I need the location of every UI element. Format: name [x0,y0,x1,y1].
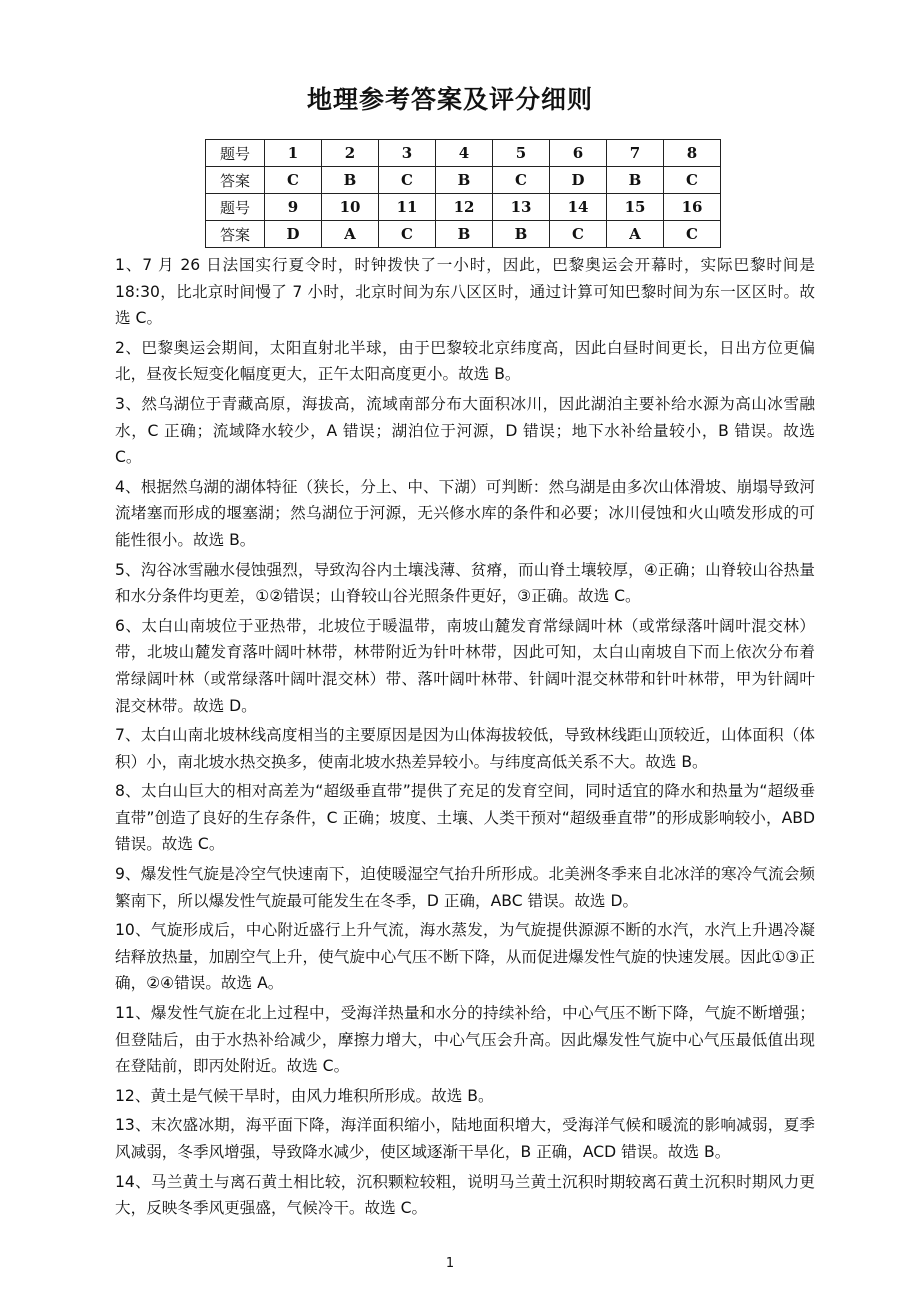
explanation-item-6: 6、太白山南坡位于亚热带，北坡位于暖温带，南坡山麓发育常绿阔叶林（或常绿落叶阔叶混交林）带，北坡山麓发育落叶阔叶林带，林带附近为针叶林带，因此可知，太白山南坡自下而上依次分布着常绿阔叶林（或常绿落叶阔叶混交林）带、落叶阔叶林带、针阔叶混交林带和针叶林带，甲为针阔叶混交林带。故选 D。 [115,616,815,715]
explanation-item-1: 1、7 月 26 日法国实行夏令时，时钟拨快了一小时，因此，巴黎奥运会开幕时，实际巴黎时间是 18:30，比北京时间慢了 7 小时，北京时间为东八区区时，通过计算可知巴黎时间为东一区区时。故选 C。 [115,256,815,328]
table-cell: B [607,167,664,194]
table-cell: C [493,167,550,194]
table-cell: D [550,167,607,194]
table-cell: 14 [550,194,607,221]
table-cell: 4 [436,140,493,167]
table-cell: C [550,221,607,248]
explanation-item-12: 12、黄土是气候干旱时，由风力堆积所形成。故选 B。 [115,1086,494,1105]
explanation-item-3: 3、然乌湖位于青藏高原，海拔高，流域南部分布大面积冰川，因此湖泊主要补给水源为高山冰雪融水，C 正确；流域降水较少，A 错误；湖泊位于河源，D 错误；地下水补给量较小，B 错误。故选 C。 [115,394,815,467]
table-cell: 题号 [206,140,265,167]
explanation-item-2: 2、巴黎奥运会期间，太阳直射北半球，由于巴黎较北京纬度高，因此白昼时间更长，日出方位更偏北，昼夜长短变化幅度更大，正午太阳高度更小。故选 B。 [115,338,815,384]
table-cell: 13 [493,194,550,221]
table-row [206,140,721,167]
answer-explanations [115,252,815,1225]
table-cell: 3 [379,140,436,167]
table-cell: B [493,221,550,248]
page-title: 地理参考答案及评分细则 [306,85,593,114]
table-cell: C [379,167,436,194]
explanation-item-9: 9、爆发性气旋是冷空气快速南下，迫使暖湿空气抬升所形成。北美洲冬季来自北冰洋的寒冷气流会频繁南下，所以爆发性气旋最可能发生在冬季，D 正确，ABC 错误。故选 D。 [115,865,815,910]
table-cell: C [379,221,436,248]
explanation-item-11: 11、爆发性气旋在北上过程中，受海洋热量和水分的持续补给，中心气压不断下降，气旋不断增强；但登陆后，由于水热补给减少，摩擦力增大，中心气压会升高。因此爆发性气旋中心气压最低值出现在登陆前，即丙处附近。故选 C。 [115,1004,815,1076]
table-cell: B [436,167,493,194]
explanation-item-13: 13、末次盛冰期，海平面下降，海洋面积缩小，陆地面积增大，受海洋气候和暖流的影响减弱，夏季风减弱，冬季风增强，导致降水减少，使区域逐渐干旱化，B 正确，ACD 错误。故选 B。 [115,1116,815,1161]
explanation-item-4: 4、根据然乌湖的湖体特征（狭长，分上、中、下湖）可判断：然乌湖是由多次山体滑坡、崩塌导致河流堵塞而形成的堰塞湖；然乌湖位于河源，无兴修水库的条件和必要；冰川侵蚀和火山喷发形成的可能性很小。故选 B。 [115,477,815,549]
table-cell: 题号 [206,194,265,221]
table-cell: 答案 [206,221,265,248]
table-cell: 10 [322,194,379,221]
table-cell: B [436,221,493,248]
table-row [206,221,721,248]
table-cell: 6 [550,140,607,167]
table-cell: 11 [379,194,436,221]
table-cell: 7 [607,140,664,167]
table-cell: 15 [607,194,664,221]
table-cell: 1 [265,140,322,167]
table-row [206,194,721,221]
table-cell: A [322,221,379,248]
table-cell: B [322,167,379,194]
table-cell: 12 [436,194,493,221]
explanation-item-7: 7、太白山南北坡林线高度相当的主要原因是因为山体海拔较低，导致林线距山顶较近，山体面积（体积）小，南北坡水热交换多，使南北坡水热差异较小。与纬度高低关系不大。故选 B。 [115,726,815,771]
table-cell: 16 [664,194,721,221]
explanation-item-14: 14、马兰黄土与离石黄土相比较，沉积颗粒较粗，说明马兰黄土沉积时期较离石黄土沉积时期风力更大，反映冬季风更强盛，气候冷干。故选 C。 [115,1172,815,1218]
explanation-item-5: 5、沟谷冰雪融水侵蚀强烈，导致沟谷内土壤浅薄、贫瘠，而山脊土壤较厚，④正确；山脊较山谷热量和水分条件均更差，①②错误；山脊较山谷光照条件更好，③正确。故选 C。 [115,560,815,606]
table-cell: C [265,167,322,194]
table-cell: 2 [322,140,379,167]
table-cell: C [664,221,721,248]
explanation-item-10: 10、气旋形成后，中心附近盛行上升气流，海水蒸发，为气旋提供源源不断的水汽，水汽上升遇冷凝结释放热量，加剧空气上升，使气旋中心气压不断下降，从而促进爆发性气旋的快速发展。因此①③正确，②④错误。故选 A。 [115,921,815,993]
table-cell: 答案 [206,167,265,194]
answer-table [205,139,721,248]
explanation-item-8: 8、太白山巨大的相对高差为“超级垂直带”提供了充足的发育空间，同时适宜的降水和热量为“超级垂直带”创造了良好的生存条件，C 正确；坡度、土壤、人类干预对“超级垂直带”的形成影响较小，ABD 错误。故选 C。 [115,782,815,854]
table-row [206,167,721,194]
table-cell: D [265,221,322,248]
table-cell: 5 [493,140,550,167]
page-number: 1 [445,1256,455,1271]
table-cell: 8 [664,140,721,167]
table-cell: A [607,221,664,248]
table-cell: 9 [265,194,322,221]
table-cell: C [664,167,721,194]
